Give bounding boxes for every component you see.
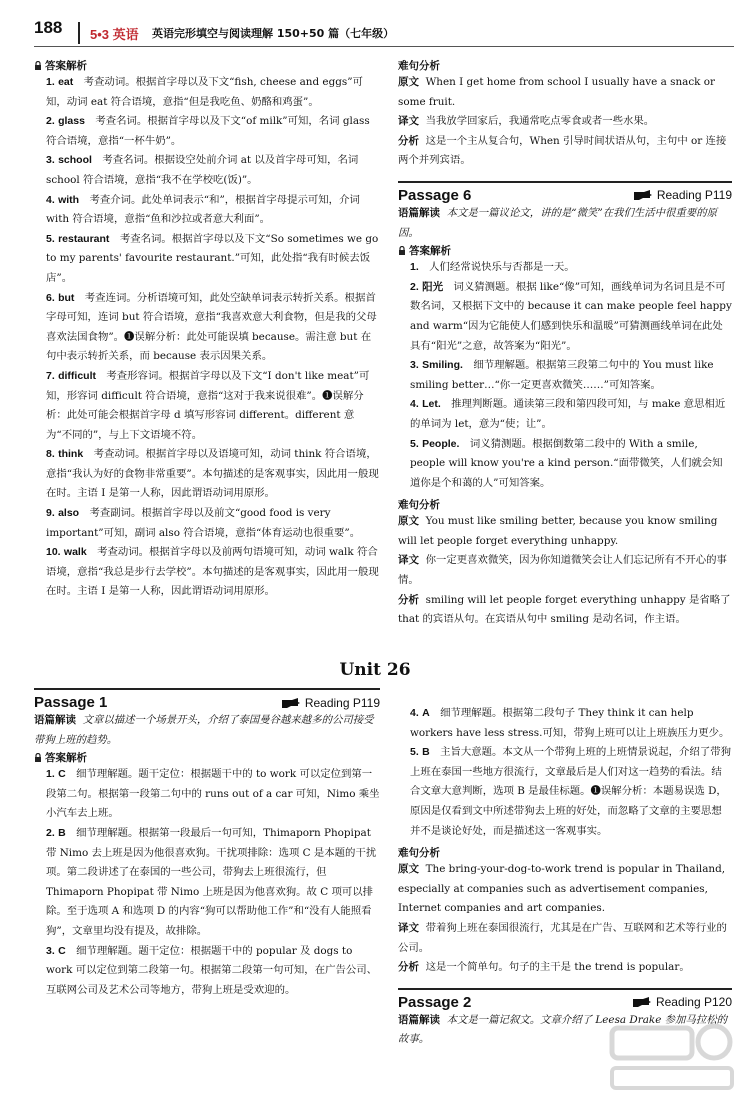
lock-icon [34, 61, 42, 70]
answer-item [398, 356, 732, 395]
answer-explanation: 考查连词。分析语境可知，此处空缺单词表示转折关系。根据首字母可知，连词 but 符合语境，意指“我喜欢意大利食物，但是我的父母喜欢法国食物”。❶误解分析：此处可能误填 because。需注意 but 在句中表示转折关系，而 because 表示因果关系。 [46, 291, 377, 363]
answer-explanation: 推理判断题。通读第三段和第四段可知，与 make 意思相近的单词为 let，意为“使；让”。 [410, 398, 726, 430]
pointing-hand-icon [634, 190, 652, 200]
reading-reference: Reading P119 [282, 696, 380, 710]
answer-word: C [58, 768, 66, 781]
passage-gist: 语篇解读 本文是一篇记叙文。文章介绍了 Leesa Drake 参加马拉松的故事。 [398, 1013, 727, 1046]
lock-icon [34, 753, 42, 762]
answer-item [34, 942, 380, 1001]
answer-explanation: 考查动词。根据首字母以及下文“fish, cheese and eggs”可知，动词 eat 符合语境，意指“但是我吃鱼、奶酪和鸡蛋”。 [46, 76, 363, 108]
item-number: 4. [410, 707, 419, 719]
answer-word: glass [58, 115, 85, 128]
answer-item [34, 151, 380, 190]
answer-item [398, 435, 732, 494]
answer-explanation: 细节理解题。题干定位：根据题干中的 popular 及 dogs to work 可以定位到第二段第一句。根据第二段第一句可知，在广告公司、互联网公司及艺术公司等地方，带狗上班是受欢迎的。 [46, 944, 378, 996]
answer-explanation: 考查形容词。根据首字母以及下文“I don't like meat”可知，形容词 difficult 符合语境，意指“这对于我来说很难”。❶误解分析：此处可能会根据首字母 d 填写形容词 different。different 意为“不同的”，与上下文语境不符。 [46, 369, 370, 441]
difficult-sentence-heading: 难句分析 [398, 499, 440, 512]
right-top-column [398, 58, 732, 630]
analysis: 分析 这是一个主从复合句，When 引导时间状语从句，主句中 or 连接两个并列宾语。 [398, 134, 727, 167]
answer-heading: 答案解析 [398, 243, 732, 258]
answer-word: difficult [58, 369, 96, 382]
answer-list [398, 704, 732, 841]
answer-explanation: 考查动词。根据首字母以及语境可知，动词 think 符合语境，意指“我认为好的食物非常重要”。本句描述的是客观事实，因此用一般现在时。主语 I 是第一人称，因此谓语动词用原形。 [46, 448, 379, 500]
item-number: 2. [46, 826, 55, 839]
answer-list [398, 258, 732, 493]
answer-word: Let. [422, 398, 441, 411]
item-number: 10. [46, 546, 61, 559]
answer-list [34, 765, 380, 1000]
passage-gist: 语篇解读 本文是一篇议论文，讲的是“微笑”在我们生活中很重要的原因。 [398, 206, 717, 239]
answer-item [34, 504, 380, 543]
answer-word: walk [63, 546, 87, 559]
pointing-hand-icon [282, 698, 300, 708]
answer-word: A [422, 707, 430, 719]
reading-reference: Reading P120 [633, 995, 732, 1009]
right-bottom-column [398, 704, 732, 1050]
watermark-logo [606, 1020, 736, 1094]
item-number: 5. [410, 437, 419, 450]
answer-word: but [58, 291, 75, 304]
item-number: 3. [46, 154, 55, 167]
passage-header [34, 688, 380, 711]
answer-item [398, 704, 732, 743]
answer-word: C [58, 944, 66, 957]
reading-reference: Reading P119 [634, 188, 732, 202]
answer-item [34, 367, 380, 445]
answer-explanation: 词义猜测题。根据倒数第二段中的 With a smile, people will know you're a kind person.“面带微笑，人们就会知道你是个和蔼的人”可知答案。 [410, 437, 723, 489]
page-number: 188 [34, 18, 63, 37]
item-number: 8. [46, 448, 55, 461]
item-number: 3. [46, 944, 55, 957]
answer-item [34, 824, 380, 942]
passage-title: Passage 1 [34, 694, 108, 711]
answer-item [398, 395, 732, 434]
answer-word: B [422, 746, 430, 759]
page-header [0, 0, 750, 52]
item-number: 4. [46, 193, 55, 206]
answer-item [34, 765, 380, 824]
passage-header [398, 181, 732, 204]
translation: 译文 你一定更喜欢微笑，因为你知道微笑会让人们忘记所有不开心的事情。 [398, 554, 727, 587]
answer-word: 阳光 [422, 280, 444, 293]
left-top-column [34, 58, 380, 602]
translation: 译文 当我放学回家后，我通常吃点零食或者一些水果。 [398, 115, 655, 128]
answer-word: eat [58, 76, 74, 88]
answer-explanation: 考查副词。根据首字母以及前文“good food is very important”可知，副词 also 符合语境，意指“体育运动也很重要”。 [46, 507, 361, 539]
answer-explanation: 人们经常说快乐与否都是一天。 [429, 261, 575, 274]
analysis: 分析 smiling will let people forget everything unhappy 是省略了 that 的宾语从句。在宾语从句中 smiling 是动名词，作主语。 [398, 593, 731, 626]
answer-word: school [58, 154, 92, 167]
book-title: 英语完形填空与阅读理解 150+50 篇（七年级） [152, 27, 395, 40]
answer-word: think [58, 448, 84, 461]
original-sentence: 原文 The bring-your-dog-to-work trend is popular in Thailand, especially at companies such as advertisement companies, Internet companies and art companies. [398, 863, 726, 915]
answer-item [34, 73, 380, 112]
difficult-sentence-heading: 难句分析 [398, 847, 440, 860]
passage-header [398, 988, 732, 1011]
answer-word: restaurant [58, 232, 110, 245]
answer-explanation: 词义猜测题。根据 like“像”可知，画线单词为名词且是不可数名词，又根据下文中的 because it can make people feel happy and warm“因为它能使人们感到快乐和温暖”可猜测画线单词在此处具有“阳光”之意，故答案为“阳光”。 [410, 280, 732, 352]
answer-explanation: 考查动词。根据首字母以及前两句语境可知，动词 walk 符合语境，意指“我总是步行去学校”。本句描述的是客观事实，因此用一般现在时。主语 I 是第一人称，因此谓语动词用原形。 [46, 546, 379, 598]
item-number: 1. [46, 768, 55, 781]
answer-word: with [58, 193, 80, 206]
answer-list [34, 73, 380, 602]
answer-heading: 答案解析 [34, 750, 380, 765]
item-number: 2. [46, 115, 55, 128]
answer-heading: 答案解析 [34, 58, 380, 73]
answer-word: B [58, 826, 66, 839]
original-sentence: 原文 You must like smiling better, because you know smiling will let people forget everything unhappy. [398, 515, 718, 547]
answer-explanation: 细节理解题。根据第一段最后一句可知，Thimaporn Phopipat 带 Nimo 去上班是因为他很喜欢狗。干扰项排除：选项 C 是本题的干扰项。第二段讲述了在泰国的一些公司，带狗去上班很流行，但 Thimaporn Phopipat 带 Nimo 上班是因为他喜欢狗。故 C 项可以排除。至于选项 A 和选项 D 的内容“狗可以帮助他工作”和“没有人能照看狗”，文章里均没有提及，故排除。 [46, 826, 377, 937]
answer-item [34, 112, 380, 151]
original-sentence: 原文 When I get home from school I usually have a snack or some fruit. [398, 76, 715, 108]
answer-item [34, 191, 380, 230]
brand-name: 5•3 英语 [90, 27, 139, 42]
answer-item [34, 543, 380, 602]
answer-word: also [58, 507, 80, 520]
answer-word: Smiling. [422, 359, 463, 372]
answer-item [398, 258, 732, 278]
answer-item [34, 230, 380, 289]
answer-explanation: 考查名词。根据设空处前介词 at 以及首字母可知，名词 school 符合语境，意指“我不在学校吃(饭)”。 [46, 154, 359, 186]
item-number: 5. [46, 232, 55, 245]
item-number: 6. [46, 291, 55, 304]
answer-item [34, 445, 380, 504]
passage-gist: 语篇解读 文章以描述一个场景开头，介绍了泰国曼谷越来越多的公司接受带狗上班的趋势。 [34, 714, 374, 746]
passage-title: Passage 6 [398, 186, 472, 204]
answer-explanation: 细节理解题。根据第二段句子 They think it can help workers have less stress.可知，带狗上班可以让上班族压力更少。 [410, 707, 730, 739]
item-number: 2. [410, 280, 419, 293]
pointing-hand-icon [633, 997, 651, 1007]
item-number: 9. [46, 507, 55, 520]
unit-title: Unit 26 [339, 660, 411, 680]
answer-item [398, 278, 732, 356]
answer-item [398, 743, 732, 841]
answer-explanation: 考查名词。根据首字母以及下文“of milk”可知，名词 glass 符合语境，意指“一杯牛奶”。 [46, 115, 370, 147]
item-number: 1. [46, 76, 55, 88]
analysis: 分析 这是一个简单句。句子的主干是 the trend is popular。 [398, 961, 690, 974]
answer-explanation: 细节理解题。根据第三段第二句中的 You must like smiling better…“你一定更喜欢微笑……”可知答案。 [410, 359, 714, 391]
header-divider [78, 22, 80, 44]
item-number: 5. [410, 746, 419, 759]
answer-explanation: 主旨大意题。本文从一个带狗上班的上班情景说起，介绍了带狗上班在泰国一些地方很流行，文章最后是人们对这一趋势的看法。结合文章大意判断，选项 B 是最佳标题。❶误解分析：本题易误选 D，原因是仅看到文中所述带狗去上班的好处，而忽略了文章的主要思想并不是谈论好处，而是描述这一客观事实。 [410, 746, 731, 837]
item-number: 4. [410, 398, 419, 411]
answer-item [34, 289, 380, 367]
passage-title: Passage 2 [398, 993, 472, 1011]
header-rule [34, 46, 734, 47]
lock-icon [398, 246, 406, 255]
answer-explanation: 细节理解题。题干定位：根据题干中的 to work 可以定位到第一段第二句。根据第一段第二句中的 runs out of a car 可知，Nimo 乘坐小汽车去上班。 [46, 768, 380, 820]
translation: 译文 带着狗上班在泰国很流行，尤其是在广告、互联网和艺术等行业的公司。 [398, 921, 727, 954]
item-number: 1. [410, 261, 419, 274]
item-number: 7. [46, 369, 55, 382]
item-number: 3. [410, 359, 419, 372]
answer-explanation: 考查介词。此处单词表示“和”，根据首字母提示可知，介词 with 符合语境，意指“鱼和沙拉或者意大利面”。 [46, 193, 360, 226]
answer-explanation: 考查名词。根据首字母以及下文“So sometimes we go to my parents' favourite restaurant.”可知，此处指“我有时候去饭店”。 [46, 232, 379, 284]
left-bottom-column [34, 688, 380, 1000]
answer-word: People. [422, 437, 460, 450]
difficult-sentence-heading: 难句分析 [398, 60, 440, 72]
